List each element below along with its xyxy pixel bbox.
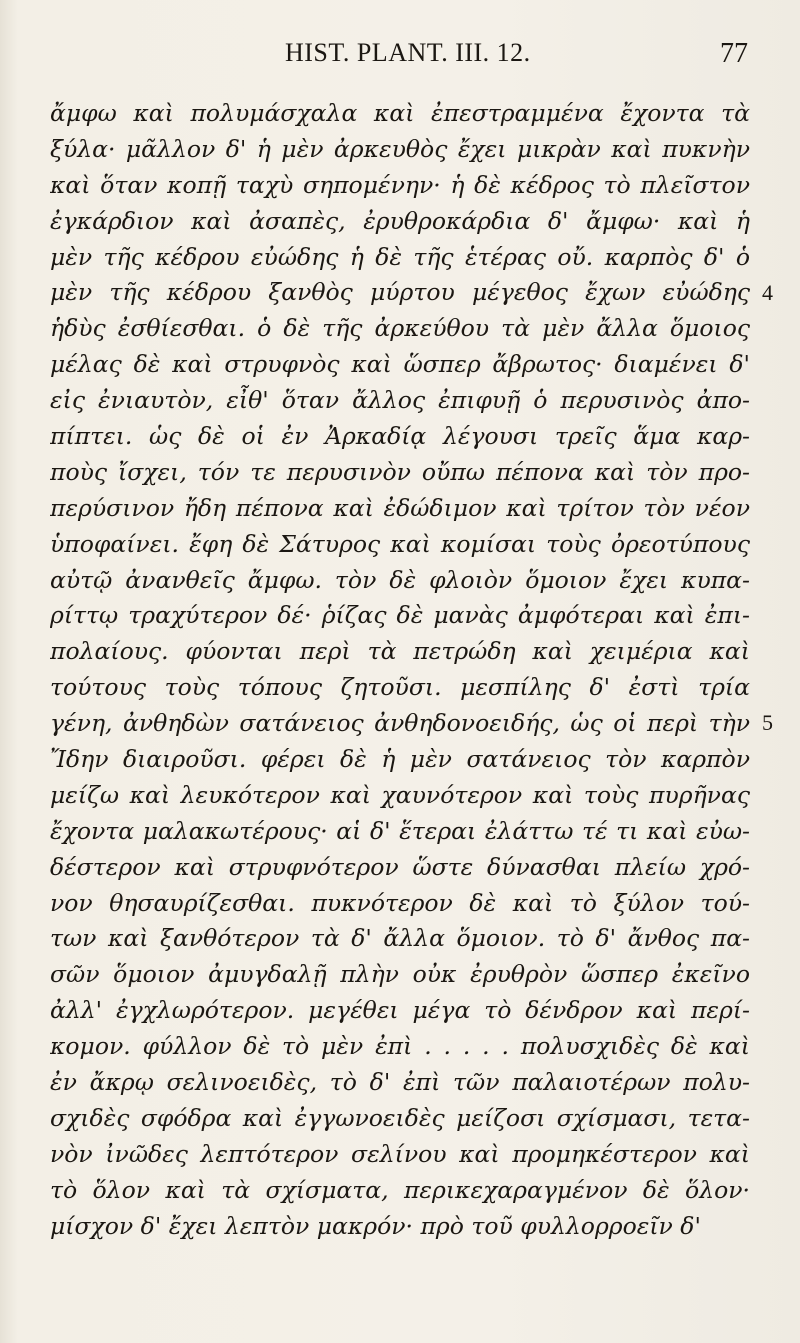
text-line: μέλας δὲ καὶ στρυφνὸς καὶ ὥσπερ ἄβρωτος· διαμένει δ' xyxy=(50,350,750,379)
text-line: ἄμφω καὶ πολυμάσχαλα καὶ ἐπεστραμμένα ἔχοντα τὰ xyxy=(50,99,750,127)
text-line: περύσινον ἤδη πέπονα καὶ ἐδώδιμον καὶ τρίτον τὸν νέον xyxy=(50,493,750,522)
text-line: αὐτῷ ἀνανθεῖς ἄμφω. τὸν δὲ φλοιὸν ὅμοιον ἔχει κυπα- xyxy=(50,565,750,594)
text-line: σχιδὲς σφόδρα καὶ ἐγγωνοειδὲς μείζοσι σχίσμασι, τετα- xyxy=(50,1103,750,1132)
text-line: εἰς ἐνιαυτὸν, εἶθ' ὅταν ἄλλος ἐπιφυῇ ὁ περυσινὸς ἀπο- xyxy=(50,386,750,415)
text-line: Ἴδην διαιροῦσι. φέρει δὲ ἡ μὲν σατάνειος τὸν καρπὸν xyxy=(50,745,750,774)
text-line: πολαίους. φύονται περὶ τὰ πετρώδη καὶ χειμέρια καὶ xyxy=(50,637,750,666)
text-line: νὸν ἰνῶδες λεπτότερον σελίνου καὶ προμηκέστερον καὶ xyxy=(50,1139,750,1168)
text-line: καὶ ὅταν κοπῇ ταχὺ σηπομένην· ἡ δὲ κέδρος τὸ πλεῖστον xyxy=(50,170,750,199)
text-line: ρίττῳ τραχύτερον δέ· ῥίζας δὲ μανὰς ἀμφότεραι καὶ ἐπι- xyxy=(50,601,750,630)
text-line: τούτους τοὺς τόπους ζητοῦσι. μεσπίλης δ' ἐστὶ τρία xyxy=(50,673,750,702)
text-line: ξύλα· μᾶλλον δ' ἡ μὲν ἀρκευθὸς ἔχει μικρὰν καὶ πυκνὴν xyxy=(50,134,750,163)
text-line: των καὶ ξανθότερον τὰ δ' ἄλλα ὅμοιον. τὸ δ' ἄνθος πα- xyxy=(50,924,750,953)
text-line: ποὺς ἴσχει, τόν τε περυσινὸν οὔπω πέπονα καὶ τὸν προ- xyxy=(50,457,750,486)
text-line: μὲν τῆς κέδρου εὐώδης ἡ δὲ τῆς ἑτέρας οὔ. καρπὸς δ' ὁ xyxy=(50,242,750,271)
text-line: δέστερον καὶ στρυφνότερον ὥστε δύνασθαι πλείω χρό- xyxy=(50,852,750,881)
text-line: νον θησαυρίζεσθαι. πυκνότερον δὲ καὶ τὸ ξύλον τού- xyxy=(50,888,750,917)
text-line: ἐγκάρδιον καὶ ἀσαπὲς, ἐρυθροκάρδια δ' ἄμφω· καὶ ἡ xyxy=(50,206,750,235)
running-title: HIST. PLANT. III. 12. xyxy=(285,38,531,67)
text-line: ἡδὺς ἐσθίεσθαι. ὁ δὲ τῆς ἀρκεύθου τὰ μὲν ἄλλα ὅμοιος xyxy=(50,314,750,343)
text-line: ὑποφαίνει. ἔφη δὲ Σάτυρος καὶ κομίσαι τοὺς ὀρεοτύπους xyxy=(50,529,750,558)
text-line: τὸ ὅλον καὶ τὰ σχίσματα, περικεχαραγμένον δὲ ὅλον· xyxy=(50,1175,750,1204)
text-line: ἔχοντα μαλακωτέρους· αἱ δ' ἕτεραι ἐλάττω τέ τι καὶ εὐω- xyxy=(50,816,750,845)
text-line: κομον. φύλλον δὲ τὸ μὲν ἐπὶ . . . . . πολυσχιδὲς δὲ καὶ xyxy=(50,1032,750,1061)
margin-section-number: 4 xyxy=(762,279,773,305)
text-line: γένη, ἀνθηδὼν σατάνειος ἀνθηδονοειδής, ὡς οἱ περὶ τὴν xyxy=(50,709,750,738)
text-line: μὲν τῆς κέδρου ξανθὸς μύρτου μέγεθος ἔχων εὐώδης xyxy=(50,278,750,307)
text-line: μίσχον δ' ἔχει λεπτὸν μακρόν· πρὸ τοῦ φυλλορροεῖν δ' xyxy=(50,1211,701,1240)
text-line: σῶν ὅμοιον ἀμυγδαλῇ πλὴν οὐκ ἐρυθρὸν ὥσπερ ἐκεῖνο xyxy=(50,960,750,989)
text-line: ἀλλ' ἐγχλωρότερον. μεγέθει μέγα τὸ δένδρον καὶ περί- xyxy=(50,996,750,1025)
margin-section-number: 5 xyxy=(762,710,773,736)
greek-text-block xyxy=(50,96,750,1245)
text-line: ἐν ἄκρῳ σελινοειδὲς, τὸ δ' ἐπὶ τῶν παλαιοτέρων πολυ- xyxy=(50,1068,750,1097)
text-line: πίπτει. ὡς δὲ οἱ ἐν Ἀρκαδίᾳ λέγουσι τρεῖς ἅμα καρ- xyxy=(50,422,750,451)
page-header xyxy=(0,38,800,78)
text-line: μείζω καὶ λευκότερον καὶ χαυνότερον καὶ τοὺς πυρῆνας xyxy=(50,780,750,809)
page-number: 77 xyxy=(720,38,748,69)
